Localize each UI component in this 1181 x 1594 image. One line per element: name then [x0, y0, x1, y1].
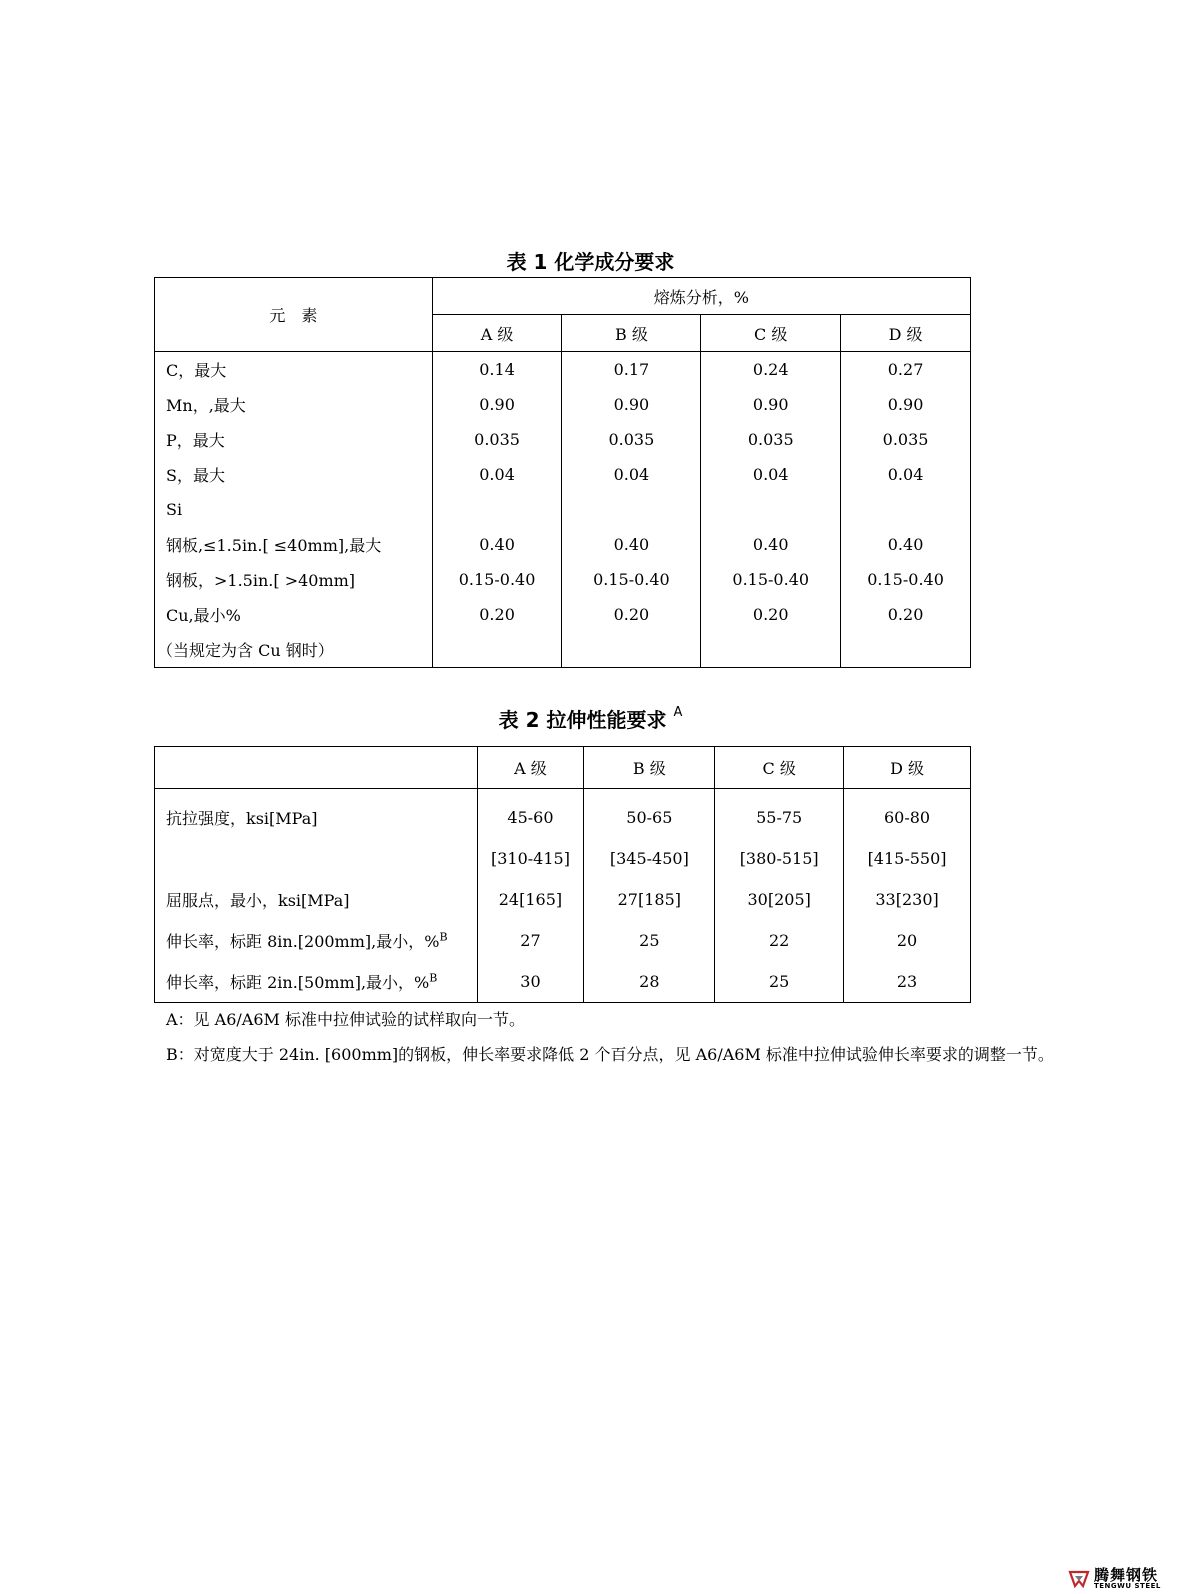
table-cell: 20 [844, 920, 971, 961]
row-label: Mn，,最大 [166, 396, 246, 415]
table-cell: 27[185] [584, 879, 715, 920]
footnotes [166, 1002, 1086, 1072]
table-cell: 0.15-0.40 [701, 562, 841, 597]
table-cell [701, 492, 841, 527]
table-cell: 45-60 [477, 797, 584, 838]
table-row [155, 527, 971, 562]
table-row [155, 457, 971, 492]
table-cell: 0.04 [701, 457, 841, 492]
row-label: 钢板，>1.5in.[ >40mm] [166, 571, 356, 590]
row-label: 抗拉强度，ksi[MPa] [166, 809, 318, 828]
grade-header: B 级 [562, 315, 701, 352]
table-cell: [380-515] [715, 838, 844, 879]
table-cell: 0.035 [701, 422, 841, 457]
row-label: Cu,最小% [166, 606, 241, 625]
row-label: P，最大 [166, 431, 225, 450]
table-cell: 24[165] [477, 879, 584, 920]
table-cell: 0.04 [841, 457, 971, 492]
table-row [155, 632, 971, 668]
table-row [155, 797, 971, 838]
table-cell: 0.15-0.40 [562, 562, 701, 597]
table-row [155, 562, 971, 597]
table-cell: 55-75 [715, 797, 844, 838]
footnote-b: B：对宽度大于 24in. [600mm]的钢板，伸长率要求降低 2 个百分点，见 A6/A6M 标准中拉伸试验伸长率要求的调整一节。 [166, 1045, 1054, 1064]
row-label: 伸长率，标距 2in.[50mm],最小，%$^B$ [166, 971, 438, 992]
table-cell: 0.90 [841, 387, 971, 422]
table-row [155, 352, 971, 388]
row-label: 伸长率，标距 8in.[200mm],最小，%$^B$ [166, 930, 448, 951]
row-label: （当规定为含 Cu 钢时） [157, 641, 334, 660]
row-label: Si [166, 500, 183, 519]
table-row [155, 920, 971, 961]
row-label [155, 838, 478, 879]
row-label: S，最大 [166, 466, 225, 485]
table-cell: 33[230] [844, 879, 971, 920]
table-cell [562, 632, 701, 668]
table-cell: 0.035 [432, 422, 562, 457]
row-label: 屈服点，最小，ksi[MPa] [166, 891, 350, 910]
table-cell: 0.15-0.40 [841, 562, 971, 597]
table-cell [432, 632, 562, 668]
table-row [155, 961, 971, 1002]
smelting-analysis-header: 熔炼分析，% [432, 278, 970, 315]
table-cell: 25 [584, 920, 715, 961]
table-cell: 60-80 [844, 797, 971, 838]
chemical-composition-table [154, 277, 971, 668]
row-label: 钢板,≤1.5in.[ ≤40mm],最大 [166, 536, 382, 555]
table-cell: 0.40 [432, 527, 562, 562]
table-row [155, 879, 971, 920]
element-header: 元 素 [155, 278, 433, 352]
table-cell: 0.04 [562, 457, 701, 492]
company-logo [1068, 1568, 1161, 1590]
table-cell: 30 [477, 961, 584, 1002]
table-cell: 0.15-0.40 [432, 562, 562, 597]
table2-caption-footnote: A [673, 705, 683, 721]
grade-header: A 级 [432, 315, 562, 352]
table-cell: 0.04 [432, 457, 562, 492]
table-cell: 0.24 [701, 352, 841, 388]
table-cell: [310-415] [477, 838, 584, 879]
table2-caption [0, 704, 1181, 733]
table-cell: 0.40 [701, 527, 841, 562]
table-row [155, 492, 971, 527]
footnote-a: A：见 A6/A6M 标准中拉伸试验的试样取向一节。 [166, 1010, 525, 1029]
grade-header: D 级 [844, 747, 971, 789]
table-cell: 23 [844, 961, 971, 1002]
table-cell [841, 632, 971, 668]
table-cell: 0.20 [701, 597, 841, 632]
table-cell: 0.14 [432, 352, 562, 388]
row-label: C，最大 [166, 361, 227, 380]
table-cell: 0.90 [432, 387, 562, 422]
logo-chinese-text: 腾舞钢铁 [1094, 1566, 1159, 1584]
logo-shape [1075, 1576, 1083, 1581]
grade-header: C 级 [715, 747, 844, 789]
table-cell: 0.20 [562, 597, 701, 632]
table-row [155, 838, 971, 879]
table-cell: 50-65 [584, 797, 715, 838]
table-cell: 28 [584, 961, 715, 1002]
table-row [155, 387, 971, 422]
grade-header: C 级 [701, 315, 841, 352]
table-cell: 0.40 [562, 527, 701, 562]
table-cell: 22 [715, 920, 844, 961]
table-cell [562, 492, 701, 527]
table-cell: [345-450] [584, 838, 715, 879]
tensile-properties-table [154, 746, 971, 1003]
table-cell [841, 492, 971, 527]
table-cell [701, 632, 841, 668]
table-cell: 0.40 [841, 527, 971, 562]
logo-emblem-icon [1068, 1568, 1090, 1590]
table-cell: 0.90 [701, 387, 841, 422]
table-row [155, 597, 971, 632]
table-cell: 0.27 [841, 352, 971, 388]
table-cell: 0.90 [562, 387, 701, 422]
table-cell: 0.20 [841, 597, 971, 632]
table-cell [432, 492, 562, 527]
grade-header: B 级 [584, 747, 715, 789]
table-cell: 0.17 [562, 352, 701, 388]
table2-caption-text: 表 2 拉伸性能要求 [498, 708, 667, 732]
table-row [155, 422, 971, 457]
table-cell: 0.20 [432, 597, 562, 632]
grade-header: D 级 [841, 315, 971, 352]
table1-caption: 表 1 化学成分要求 [506, 250, 675, 274]
table-cell: 0.035 [562, 422, 701, 457]
table-cell: 25 [715, 961, 844, 1002]
grade-header: A 级 [477, 747, 584, 789]
table-cell: [415-550] [844, 838, 971, 879]
logo-english-text: TENGWU STEEL [1094, 1582, 1161, 1590]
table-cell: 0.035 [841, 422, 971, 457]
table-cell: 27 [477, 920, 584, 961]
empty-header [155, 747, 478, 789]
table-cell: 30[205] [715, 879, 844, 920]
